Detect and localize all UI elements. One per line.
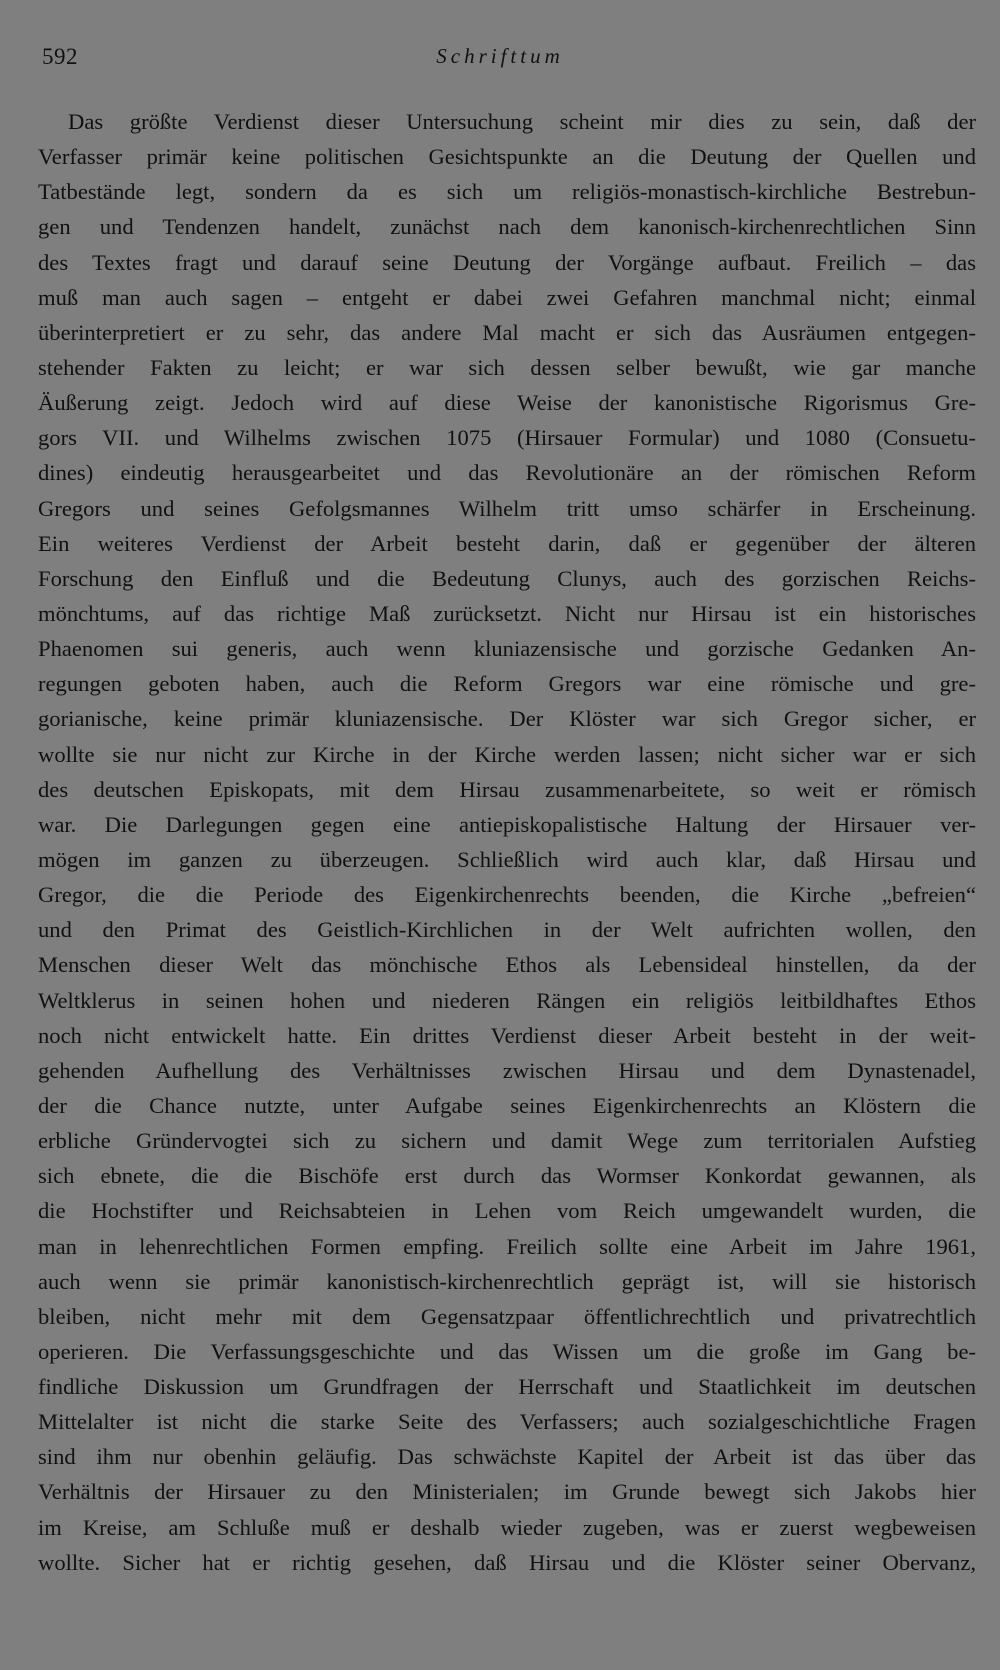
body-paragraph bbox=[38, 104, 976, 1580]
text-line: muß man auch sagen – entgeht er dabei zwei Gefahren manchmal nicht; einmal bbox=[38, 284, 976, 310]
text-line: wollte sie nur nicht zur Kirche in der Kirche werden lassen; nicht sicher war er sich bbox=[38, 741, 976, 767]
text-line: sich ebnete, die die Bischöfe erst durch das Wormser Konkordat gewannen, als bbox=[38, 1163, 976, 1189]
text-line: findliche Diskussion um Grundfragen der Herrschaft und Staatlichkeit im deutschen bbox=[38, 1374, 976, 1400]
text-line: der die Chance nutzte, unter Aufgabe seines Eigenkirchenrechts an Klöstern die bbox=[38, 1092, 976, 1118]
page-number: 592 bbox=[42, 44, 78, 69]
text-line: noch nicht entwickelt hatte. Ein drittes Verdienst dieser Arbeit besteht in der weit- bbox=[38, 1022, 976, 1048]
text-line: Äußerung zeigt. Jedoch wird auf diese Weise der kanonistische Rigorismus Gre- bbox=[38, 390, 976, 416]
text-line: Tatbestände legt, sondern da es sich um religiös-monastisch-kirchliche Bestrebun- bbox=[38, 179, 976, 205]
text-line: erbliche Gründervogtei sich zu sichern und damit Wege zum territorialen Aufstieg bbox=[38, 1128, 976, 1154]
text-line: operieren. Die Verfassungsgeschichte und das Wissen um die große im Gang be- bbox=[38, 1338, 976, 1364]
text-line: mönchtums, auf das richtige Maß zurücksetzt. Nicht nur Hirsau ist ein historisches bbox=[38, 600, 976, 626]
text-line: sind ihm nur obenhin geläufig. Das schwächste Kapitel der Arbeit ist das über das bbox=[38, 1444, 976, 1470]
text-line: Gregors und seines Gefolgsmannes Wilhelm tritt umso schärfer in Erscheinung. bbox=[38, 495, 976, 521]
text-line: die Hochstifter und Reichsabteien in Lehen vom Reich umgewandelt wurden, die bbox=[38, 1198, 976, 1224]
text-line: Ein weiteres Verdienst der Arbeit besteht darin, daß er gegenüber der älteren bbox=[38, 530, 976, 556]
text-line: Forschung den Einfluß und die Bedeutung Clunys, auch des gorzischen Reichs- bbox=[38, 565, 976, 591]
text-line: Phaenomen sui generis, auch wenn kluniazensische und gorzische Gedanken An- bbox=[38, 636, 976, 662]
text-line: mögen im ganzen zu überzeugen. Schließlich wird auch klar, daß Hirsau und bbox=[38, 846, 976, 872]
text-line: im Kreise, am Schluße muß er deshalb wieder zugeben, was er zuerst wegbeweisen bbox=[38, 1514, 976, 1540]
text-line: gehenden Aufhellung des Verhältnisses zwischen Hirsau und dem Dynastenadel, bbox=[38, 1057, 976, 1083]
text-line: gors VII. und Wilhelms zwischen 1075 (Hirsauer Formular) und 1080 (Consuetu- bbox=[38, 425, 976, 451]
text-line: dines) eindeutig herausgearbeitet und das Revolutionäre an der römischen Reform bbox=[38, 460, 976, 486]
text-line: Weltklerus in seinen hohen und niederen Rängen ein religiös leitbildhaftes Ethos bbox=[38, 987, 976, 1013]
text-line: wollte. Sicher hat er richtig gesehen, daß Hirsau und die Klöster seiner Obervanz, bbox=[38, 1549, 976, 1575]
text-line: war. Die Darlegungen gegen eine antiepiskopalistische Haltung der Hirsauer ver- bbox=[38, 811, 976, 837]
running-title: Schrifttum bbox=[436, 44, 564, 68]
text-line: überinterpretiert er zu sehr, das andere Mal macht er sich das Ausräumen entgegen- bbox=[38, 319, 976, 345]
text-line: gen und Tendenzen handelt, zunächst nach dem kanonisch-kirchenrechtlichen Sinn bbox=[38, 214, 976, 240]
text-line: regungen geboten haben, auch die Reform Gregors war eine römische und gre- bbox=[38, 671, 976, 697]
text-line: man in lehenrechtlichen Formen empfing. Freilich sollte eine Arbeit im Jahre 1961, bbox=[38, 1233, 976, 1259]
text-line: bleiben, nicht mehr mit dem Gegensatzpaar öffentlichrechtlich und privatrechtlich bbox=[38, 1303, 976, 1329]
text-line: des Textes fragt und darauf seine Deutung der Vorgänge aufbaut. Freilich – das bbox=[38, 249, 976, 275]
text-line: und den Primat des Geistlich-Kirchlichen in der Welt aufrichten wollen, den bbox=[38, 917, 976, 943]
text-line: Verhältnis der Hirsauer zu den Ministerialen; im Grunde bewegt sich Jakobs hier bbox=[38, 1479, 976, 1505]
text-line: gorianische, keine primär kluniazensische. Der Klöster war sich Gregor sicher, er bbox=[38, 706, 976, 732]
text-line: Mittelalter ist nicht die starke Seite des Verfassers; auch sozialgeschichtliche Fragen bbox=[38, 1409, 976, 1435]
text-line: auch wenn sie primär kanonistisch-kirchenrechtlich geprägt ist, will sie historisch bbox=[38, 1268, 976, 1294]
text-line: Gregor, die die Periode des Eigenkirchenrechts beenden, die Kirche „befreien“ bbox=[38, 882, 976, 908]
text-line: Verfasser primär keine politischen Gesichtspunkte an die Deutung der Quellen und bbox=[38, 144, 976, 170]
text-line: des deutschen Episkopats, mit dem Hirsau zusammenarbeitete, so weit er römisch bbox=[38, 776, 976, 802]
text-line: Das größte Verdienst dieser Untersuchung scheint mir dies zu sein, daß der bbox=[68, 109, 976, 134]
text-line: Menschen dieser Welt das mönchische Ethos als Lebensideal hinstellen, da der bbox=[38, 952, 976, 978]
text-line: stehender Fakten zu leicht; er war sich dessen selber bewußt, wie gar manche bbox=[38, 354, 976, 380]
